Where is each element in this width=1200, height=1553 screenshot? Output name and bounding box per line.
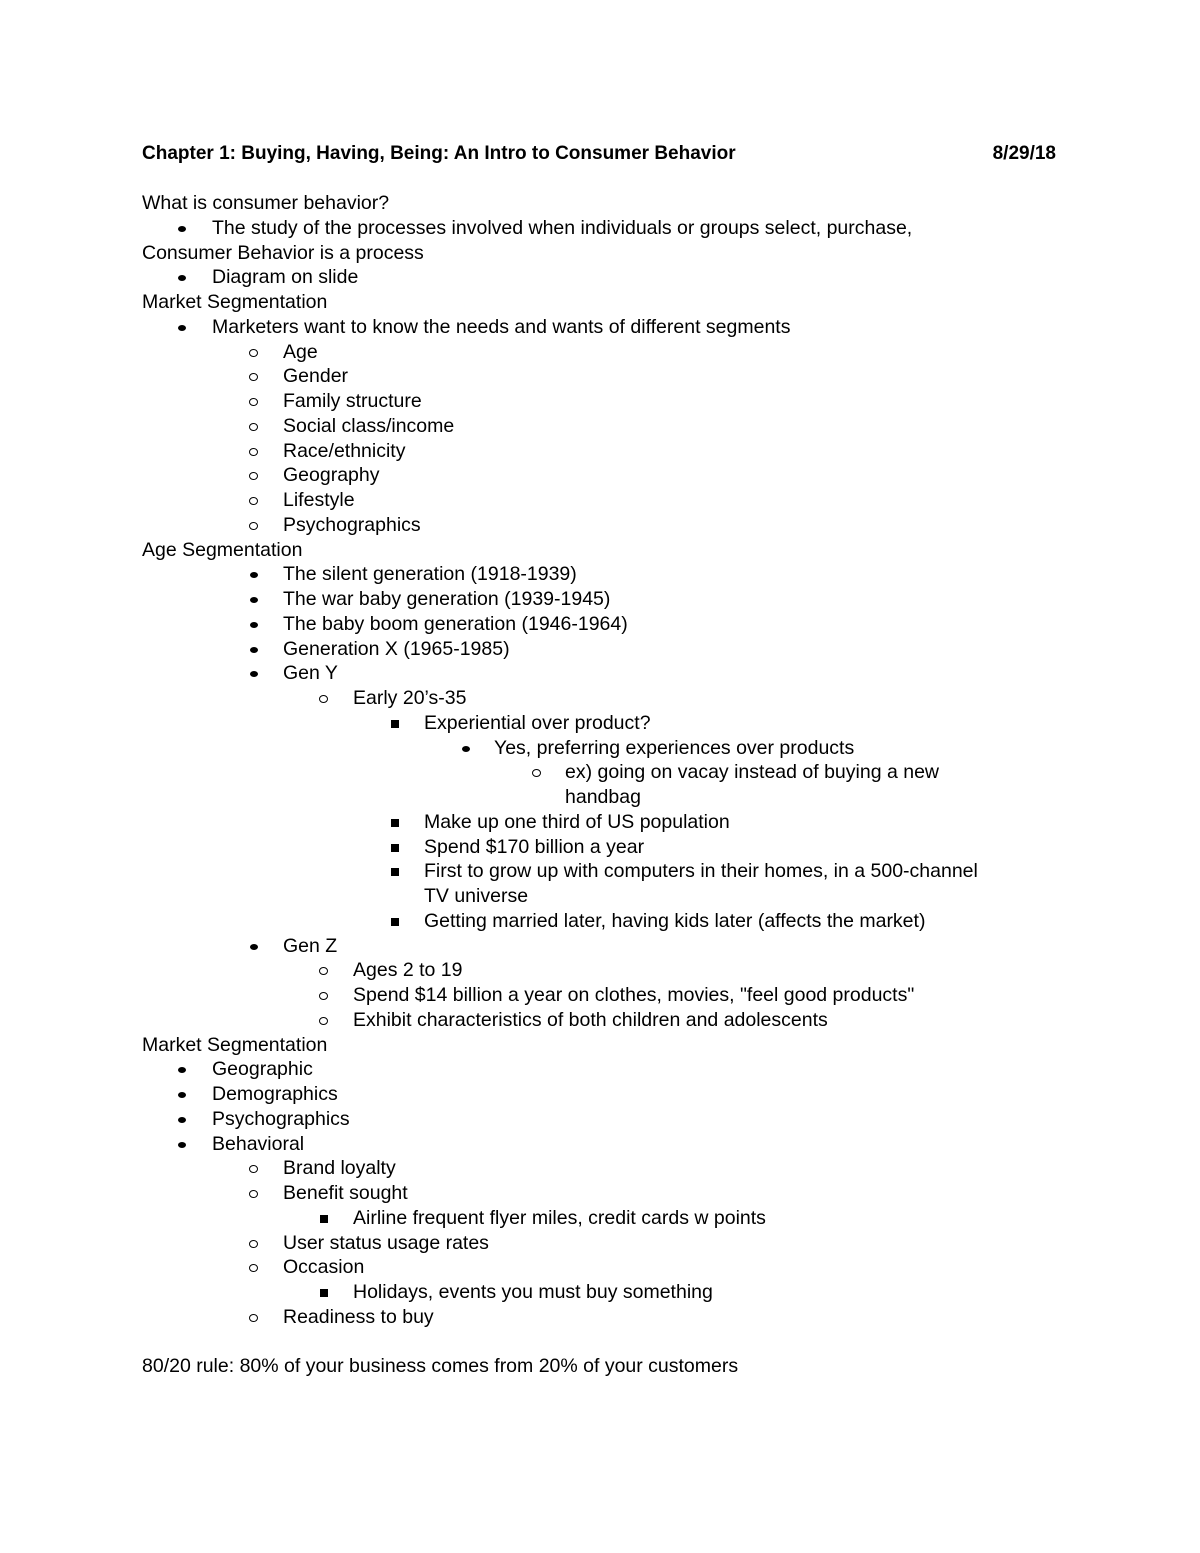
bullet-square-icon xyxy=(314,1206,334,1231)
note-line xyxy=(0,637,1200,662)
note-text: Gender xyxy=(283,365,349,387)
note-text: Geography xyxy=(283,464,380,486)
note-text: What is consumer behavior? xyxy=(142,192,390,214)
note-line xyxy=(0,562,1200,587)
note-text: First to grow up with computers in their homes, in a 500-channel xyxy=(424,860,978,882)
bullet-dot-icon xyxy=(172,265,192,290)
note-line xyxy=(0,1033,1200,1058)
note-line xyxy=(0,241,1200,266)
bullet-ring-icon xyxy=(244,488,264,513)
note-text: Gen Y xyxy=(283,662,338,684)
note-line xyxy=(0,1107,1200,1132)
note-text: Consumer Behavior is a process xyxy=(142,242,424,264)
note-line xyxy=(0,414,1200,439)
note-line xyxy=(0,1231,1200,1256)
note-text: Airline frequent flyer miles, credit cards w points xyxy=(353,1207,766,1229)
note-line xyxy=(0,934,1200,959)
bullet-ring-icon xyxy=(314,958,334,983)
bullet-ring-icon xyxy=(244,1231,264,1256)
note-text: Spend $170 billion a year xyxy=(424,836,645,858)
note-line xyxy=(0,859,1200,884)
note-line xyxy=(0,315,1200,340)
bullet-dot-icon xyxy=(244,661,264,686)
note-line xyxy=(0,1132,1200,1157)
note-line xyxy=(0,290,1200,315)
bullet-square-icon xyxy=(385,835,405,860)
note-text: handbag xyxy=(565,786,641,808)
note-text: Geographic xyxy=(212,1058,313,1080)
note-text: Behavioral xyxy=(212,1133,305,1155)
note-line xyxy=(0,835,1200,860)
note-text: The silent generation (1918-1939) xyxy=(283,563,577,585)
note-text: Generation X (1965-1985) xyxy=(283,638,510,660)
note-line xyxy=(0,439,1200,464)
bullet-dot-icon xyxy=(172,216,192,241)
bullet-ring-icon xyxy=(244,1156,264,1181)
note-line xyxy=(0,364,1200,389)
note-line xyxy=(0,711,1200,736)
note-line xyxy=(0,1082,1200,1107)
bullet-ring-icon xyxy=(244,1255,264,1280)
note-text: Race/ethnicity xyxy=(283,440,406,462)
bullet-dot-icon xyxy=(172,315,192,340)
note-text: Yes, preferring experiences over products xyxy=(494,737,855,759)
bullet-dot-icon xyxy=(456,736,476,761)
note-line xyxy=(0,1156,1200,1181)
note-text: Holidays, events you must buy something xyxy=(353,1281,713,1303)
note-text: User status usage rates xyxy=(283,1232,489,1254)
note-line xyxy=(0,785,1200,810)
note-text: Make up one third of US population xyxy=(424,811,730,833)
bullet-dot-icon xyxy=(172,1132,192,1157)
bullet-dot-icon xyxy=(244,587,264,612)
note-text: Psychographics xyxy=(212,1108,350,1130)
bullet-square-icon xyxy=(385,711,405,736)
note-line xyxy=(0,513,1200,538)
bullet-ring-icon xyxy=(244,439,264,464)
bullet-square-icon xyxy=(314,1280,334,1305)
note-text: Market Segmentation xyxy=(142,291,328,313)
note-line xyxy=(0,488,1200,513)
bullet-ring-icon xyxy=(244,340,264,365)
note-line xyxy=(0,538,1200,563)
bullet-dot-icon xyxy=(244,637,264,662)
bullet-ring-icon xyxy=(244,1305,264,1330)
note-text: The war baby generation (1939-1945) xyxy=(283,588,611,610)
note-text: Occasion xyxy=(283,1256,365,1278)
note-text: Diagram on slide xyxy=(212,266,359,288)
bullet-dot-icon xyxy=(172,1057,192,1082)
note-line xyxy=(0,884,1200,909)
bullet-dot-icon xyxy=(244,612,264,637)
note-line xyxy=(0,612,1200,637)
note-text: Psychographics xyxy=(283,514,421,536)
note-line xyxy=(0,1305,1200,1330)
note-text: ex) going on vacay instead of buying a new xyxy=(565,761,939,783)
note-line xyxy=(0,191,1200,216)
bullet-square-icon xyxy=(385,810,405,835)
bullet-ring-icon xyxy=(314,983,334,1008)
note-text: Marketers want to know the needs and wants of different segments xyxy=(212,316,791,338)
note-text: The baby boom generation (1946-1964) xyxy=(283,613,628,635)
note-line xyxy=(0,760,1200,785)
note-line xyxy=(0,661,1200,686)
note-text: Exhibit characteristics of both children and adolescents xyxy=(353,1009,828,1031)
note-text: Readiness to buy xyxy=(283,1306,434,1328)
note-line xyxy=(0,216,1200,241)
note-line xyxy=(0,983,1200,1008)
note-text: Demographics xyxy=(212,1083,338,1105)
note-line xyxy=(0,340,1200,365)
note-line xyxy=(0,463,1200,488)
note-line xyxy=(0,736,1200,761)
bullet-dot-icon xyxy=(244,934,264,959)
bullet-dot-icon xyxy=(172,1107,192,1132)
bullet-ring-icon xyxy=(244,1181,264,1206)
header-row xyxy=(142,141,1056,167)
note-text: The study of the processes involved when individuals or groups select, purchase, xyxy=(212,217,913,239)
note-text: Gen Z xyxy=(283,935,338,957)
date-label: 8/29/18 xyxy=(992,143,1056,164)
note-text: Benefit sought xyxy=(283,1182,408,1204)
note-line xyxy=(0,1280,1200,1305)
note-text: Market Segmentation xyxy=(142,1034,328,1056)
note-text: Getting married later, having kids later (affects the market) xyxy=(424,910,926,932)
bullet-ring-icon xyxy=(244,414,264,439)
note-text: Ages 2 to 19 xyxy=(353,959,463,981)
bullet-square-icon xyxy=(385,859,405,884)
note-text: Spend $14 billion a year on clothes, movies, "feel good products" xyxy=(353,984,915,1006)
note-line xyxy=(0,1354,1200,1379)
note-text: 80/20 rule: 80% of your business comes from 20% of your customers xyxy=(142,1355,739,1377)
note-line xyxy=(0,1206,1200,1231)
note-line xyxy=(0,686,1200,711)
bullet-ring-icon xyxy=(527,760,547,785)
note-line xyxy=(0,909,1200,934)
note-text: Early 20’s-35 xyxy=(353,687,467,709)
bullet-ring-icon xyxy=(314,1008,334,1033)
note-text: Brand loyalty xyxy=(283,1157,396,1179)
note-line xyxy=(0,810,1200,835)
bullet-ring-icon xyxy=(244,513,264,538)
note-line xyxy=(0,1181,1200,1206)
note-line xyxy=(0,265,1200,290)
page-title: Chapter 1: Buying, Having, Being: An Intro to Consumer Behavior xyxy=(142,143,736,164)
note-line xyxy=(0,1057,1200,1082)
note-text: TV universe xyxy=(424,885,529,907)
note-line xyxy=(0,1255,1200,1280)
note-text: Age xyxy=(283,341,318,363)
note-text: Age Segmentation xyxy=(142,539,303,561)
bullet-ring-icon xyxy=(244,463,264,488)
note-text: Lifestyle xyxy=(283,489,355,511)
bullet-dot-icon xyxy=(244,562,264,587)
bullet-ring-icon xyxy=(314,686,334,711)
note-text: Experiential over product? xyxy=(424,712,651,734)
note-line xyxy=(0,389,1200,414)
bullet-square-icon xyxy=(385,909,405,934)
bullet-ring-icon xyxy=(244,364,264,389)
note-text: Social class/income xyxy=(283,415,455,437)
note-line xyxy=(0,958,1200,983)
note-line xyxy=(0,1008,1200,1033)
bullet-dot-icon xyxy=(172,1082,192,1107)
note-line xyxy=(0,587,1200,612)
bullet-ring-icon xyxy=(244,389,264,414)
note-text: Family structure xyxy=(283,390,422,412)
